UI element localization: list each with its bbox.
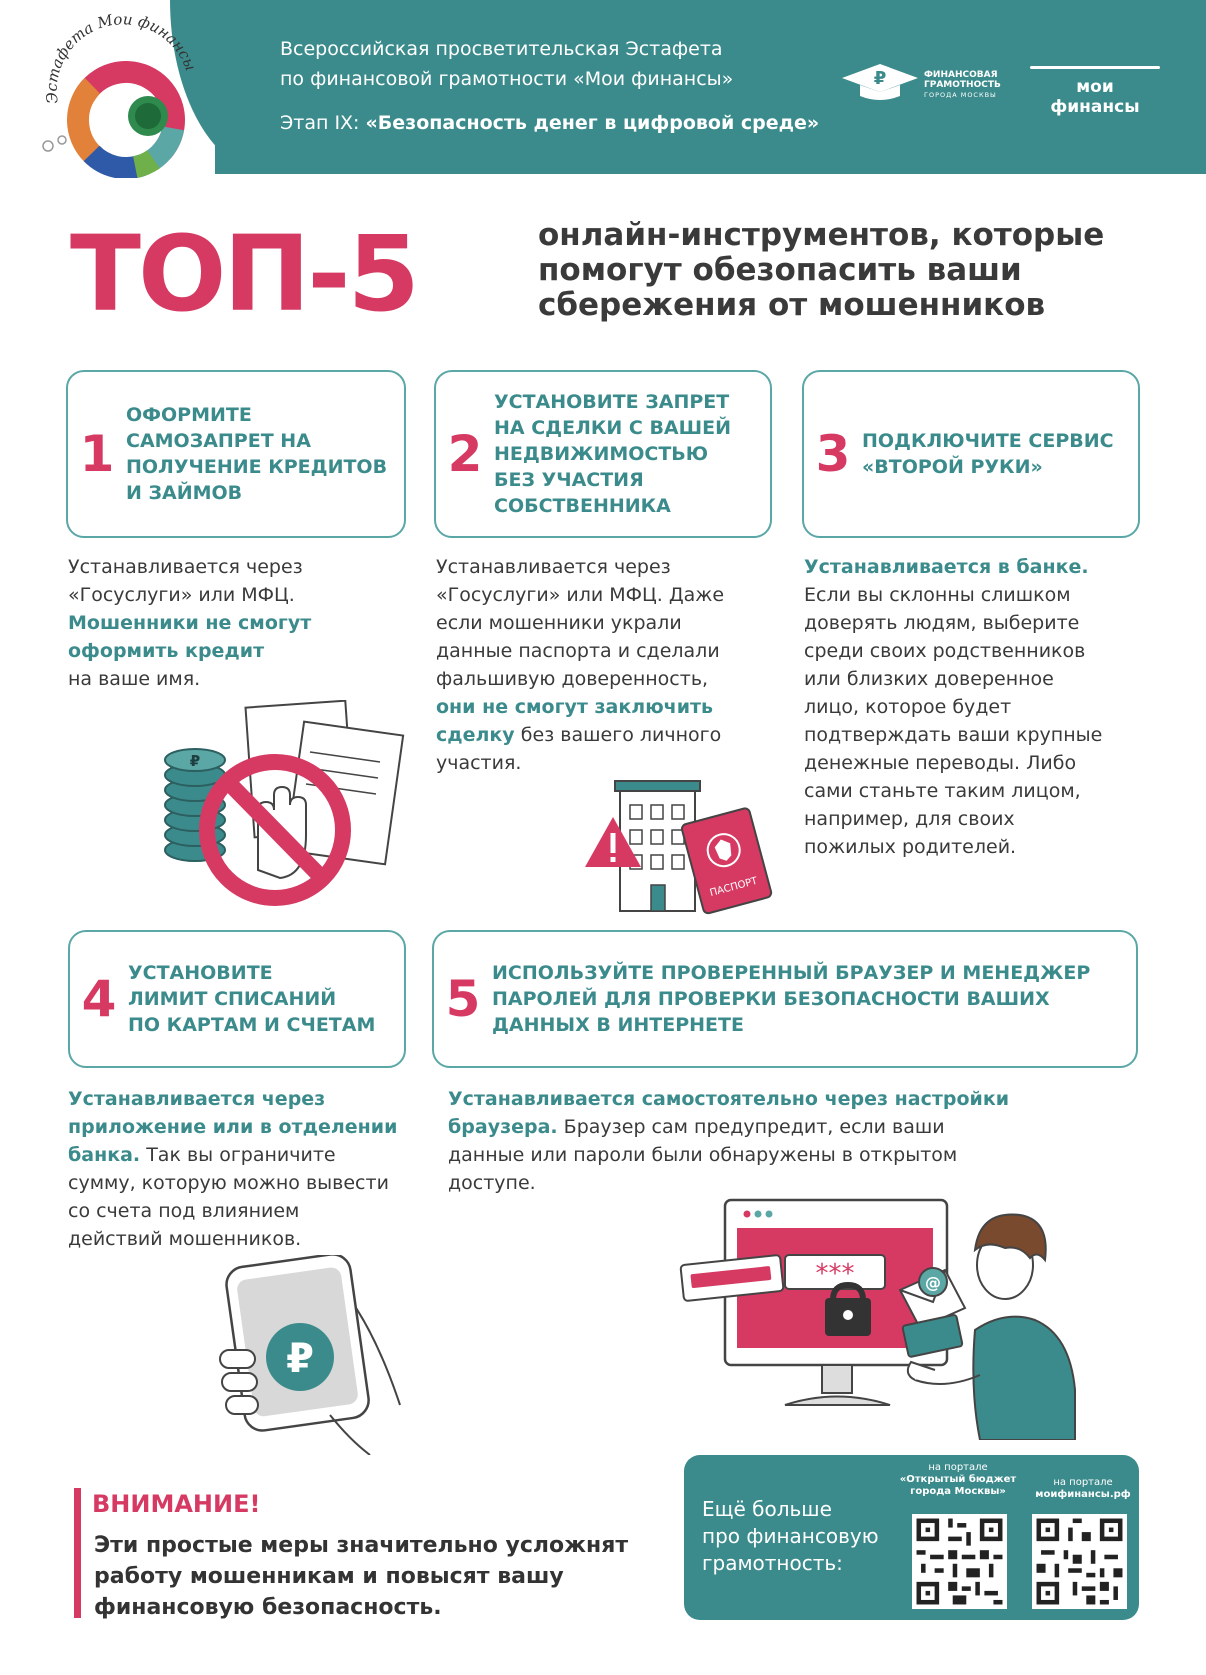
desc-rest-part: Браузер сам предупредит, если ваши xyxy=(557,1116,945,1138)
card-1 xyxy=(66,370,406,538)
top5-title: ТОП-5 xyxy=(70,213,417,335)
desc-line: денежные переводы. Либо xyxy=(804,752,1077,774)
desc-5 xyxy=(448,1085,1128,1197)
card-2 xyxy=(434,370,772,538)
attention-title: ВНИМАНИЕ! xyxy=(92,1490,261,1518)
card-heading-line: УСТАНОВИТЕ xyxy=(128,962,273,984)
card-heading-line: И ЗАЙМОВ xyxy=(126,482,243,504)
desc-line: сами станьте таким лицом, xyxy=(804,780,1081,802)
card-heading-line: ДАННЫХ В ИНТЕРНЕТЕ xyxy=(492,1014,744,1036)
desc-line: данные или пароли были обнаружены в открытом xyxy=(448,1144,958,1166)
qr2-caption-line: моифинансы.рф xyxy=(1035,1489,1131,1500)
qr2-caption xyxy=(1028,1477,1138,1501)
header-stage xyxy=(280,112,880,134)
qr-code-icon xyxy=(1032,1514,1127,1609)
qr-code-budget[interactable] xyxy=(912,1514,1007,1609)
desc-line: Устанавливается через xyxy=(68,556,303,578)
illustration-stop-credit xyxy=(150,700,410,915)
header-title-line1: Всероссийская просветительская Эстафета xyxy=(280,38,723,60)
card-heading xyxy=(862,428,1114,480)
desc-line: или близких доверенное xyxy=(804,668,1054,690)
card-heading-line: ПО КАРТАМ И СЧЕТАМ xyxy=(128,1014,376,1036)
desc-line: действий мошенников. xyxy=(68,1228,302,1250)
card-heading-line: СОБСТВЕННИКА xyxy=(494,495,671,517)
fin-literacy-text xyxy=(924,70,1014,100)
desc-line: пожилых родителей. xyxy=(804,836,1017,858)
qr1-caption xyxy=(893,1462,1023,1498)
card-4 xyxy=(68,930,406,1068)
desc-line: например, для своих xyxy=(804,808,1015,830)
desc-line-mixed xyxy=(448,1113,1128,1141)
desc-line: доверять людям, выберите xyxy=(804,612,1080,634)
desc-line-highlight: они не смогут заключить xyxy=(436,696,714,718)
desc-line: со счета под влиянием xyxy=(68,1200,300,1222)
fg-line3: ГОРОДА МОСКВЫ xyxy=(924,91,997,99)
card-number: 2 xyxy=(447,425,483,483)
attention-line: финансовую безопасность. xyxy=(94,1595,442,1620)
desc-line: фальшивую доверенность, xyxy=(436,668,709,690)
card-number: 3 xyxy=(815,425,851,483)
more-line: грамотность: xyxy=(702,1551,843,1575)
card-heading-line: ПОЛУЧЕНИЕ КРЕДИТОВ xyxy=(126,456,388,478)
card-number: 5 xyxy=(445,970,481,1028)
desc-line: доступе. xyxy=(448,1172,536,1194)
desc-line: «Госуслуги» или МФЦ. xyxy=(68,584,295,606)
mf-logo-line xyxy=(1030,66,1160,69)
card-heading xyxy=(126,402,387,506)
more-info-text xyxy=(702,1496,902,1577)
card-heading-line: БЕЗ УЧАСТИЯ xyxy=(494,469,644,491)
illustration-phone xyxy=(200,1255,420,1455)
card-heading-line: САМОЗАПРЕТ НА xyxy=(126,430,311,452)
card-heading-line: НЕДВИЖИМОСТЬЮ xyxy=(494,443,709,465)
svg-text:₽: ₽ xyxy=(873,68,887,89)
password-mask: *** xyxy=(815,1259,855,1289)
desc-line-highlight: приложение или в отделении xyxy=(68,1116,398,1138)
desc-highlight-part: браузера. xyxy=(448,1116,558,1138)
desc-line: среди своих родственников xyxy=(804,640,1086,662)
qr1-caption-line: на портале xyxy=(928,1462,988,1473)
qr-code-icon xyxy=(912,1514,1007,1609)
desc-line: Устанавливается через xyxy=(436,556,671,578)
card-heading-line: «ВТОРОЙ РУКИ» xyxy=(862,456,1043,478)
qr1-caption-line: города Москвы» xyxy=(910,1486,1006,1497)
desc-line-mixed xyxy=(436,721,776,749)
relay-logo xyxy=(18,8,218,178)
card-heading xyxy=(128,960,375,1038)
stop-hand-icon xyxy=(150,700,410,915)
desc-1 xyxy=(68,553,408,693)
desc-line-highlight: Устанавливается в банке. xyxy=(804,556,1089,578)
svg-text:@: @ xyxy=(925,1273,941,1292)
subtitle-line1: онлайн-инструментов, которые xyxy=(538,217,1105,253)
more-line: Ещё больше xyxy=(702,1497,832,1521)
card-3 xyxy=(802,370,1140,538)
desc-line: «Госуслуги» или МФЦ. Даже xyxy=(436,584,725,606)
stage-name: «Безопасность денег в цифровой среде» xyxy=(365,112,820,134)
header-title xyxy=(280,34,840,94)
card-heading-line: ПАРОЛЕЙ ДЛЯ ПРОВЕРКИ БЕЗОПАСНОСТИ ВАШИХ xyxy=(492,988,1050,1010)
desc-line: участия. xyxy=(436,752,522,774)
desc-rest-part: Так вы ограничите xyxy=(140,1144,336,1166)
relay-logo-icon xyxy=(18,8,218,178)
card-heading-line: НА СДЕЛКИ С ВАШЕЙ xyxy=(494,417,731,439)
fg-line1: ФИНАНСОВАЯ xyxy=(924,70,998,80)
desc-line-highlight: Устанавливается самостоятельно через настройки xyxy=(448,1088,1010,1110)
desc-2 xyxy=(436,553,776,777)
illustration-browser xyxy=(675,1190,1095,1440)
passport-label: ПАСПОРТ xyxy=(708,875,759,899)
desc-highlight-part: банка. xyxy=(68,1144,141,1166)
card-heading-line: ПОДКЛЮЧИТЕ СЕРВИС xyxy=(862,430,1114,452)
attention-line: работу мошенникам и повысят вашу xyxy=(94,1564,564,1589)
subtitle-line3: сбережения от мошенников xyxy=(538,287,1046,323)
logo-arc-text: Эстафета Мои финансы xyxy=(42,10,200,105)
card-heading-line: ОФОРМИТЕ xyxy=(126,404,252,426)
desc-line: Если вы склонны слишком xyxy=(804,584,1071,606)
card-heading-line: ИСПОЛЬЗУЙТЕ ПРОВЕРЕННЫЙ БРАУЗЕР И МЕНЕДЖЕР xyxy=(492,962,1091,984)
desc-line: если мошенники украли xyxy=(436,612,682,634)
card-number: 1 xyxy=(79,425,115,483)
card-number: 4 xyxy=(81,970,117,1028)
stage-prefix: Этап IX: xyxy=(280,112,360,134)
desc-line: сумму, которую можно вывести xyxy=(68,1172,389,1194)
illustration-property xyxy=(585,775,775,915)
attention-bar xyxy=(74,1488,81,1618)
qr2-caption-line: на портале xyxy=(1053,1477,1113,1488)
card-heading xyxy=(494,389,731,519)
mf-logo-text: мои финансы xyxy=(1050,77,1140,117)
desc-line-highlight: оформить кредит xyxy=(68,640,265,662)
svg-text:₽: ₽ xyxy=(189,752,201,770)
desc-line-mixed xyxy=(68,1141,438,1169)
desc-3 xyxy=(804,553,1164,861)
qr1-caption-line: «Открытый бюджет xyxy=(899,1474,1017,1485)
desc-4 xyxy=(68,1085,438,1253)
desc-highlight-part: сделку xyxy=(436,724,515,746)
attention-text xyxy=(94,1530,674,1623)
card-heading-line: ЛИМИТ СПИСАНИЙ xyxy=(128,988,337,1010)
card-heading-line: УСТАНОВИТЕ ЗАПРЕТ xyxy=(494,391,730,413)
more-line: про финансовую xyxy=(702,1524,879,1548)
attention-line: Эти простые меры значительно усложнят xyxy=(94,1533,629,1558)
desc-rest-part: без вашего личного xyxy=(514,724,722,746)
phone-ruble-icon xyxy=(200,1255,420,1455)
desc-line: подтверждать ваши крупные xyxy=(804,724,1103,746)
desc-line: лицо, которое будет xyxy=(804,696,1012,718)
qr-code-moifinansy[interactable] xyxy=(1032,1514,1127,1609)
fg-line2: ГРАМОТНОСТЬ xyxy=(924,80,1001,90)
header-title-line2: по финансовой грамотности «Мои финансы» xyxy=(280,68,734,90)
moi-finansy-logo xyxy=(1030,66,1160,117)
card-heading xyxy=(492,960,1090,1038)
desc-line: данные паспорта и сделали xyxy=(436,640,720,662)
subtitle-line2: помогут обезопасить ваши xyxy=(538,252,1022,288)
desc-line-highlight: Устанавливается через xyxy=(68,1088,326,1110)
desc-line-highlight: Мошенники не смогут xyxy=(68,612,312,634)
desc-line: на ваше имя. xyxy=(68,668,201,690)
card-5 xyxy=(432,930,1138,1068)
subtitle xyxy=(538,218,1138,323)
mortarboard-ruble-icon xyxy=(838,58,928,106)
svg-text:₽: ₽ xyxy=(286,1336,314,1382)
